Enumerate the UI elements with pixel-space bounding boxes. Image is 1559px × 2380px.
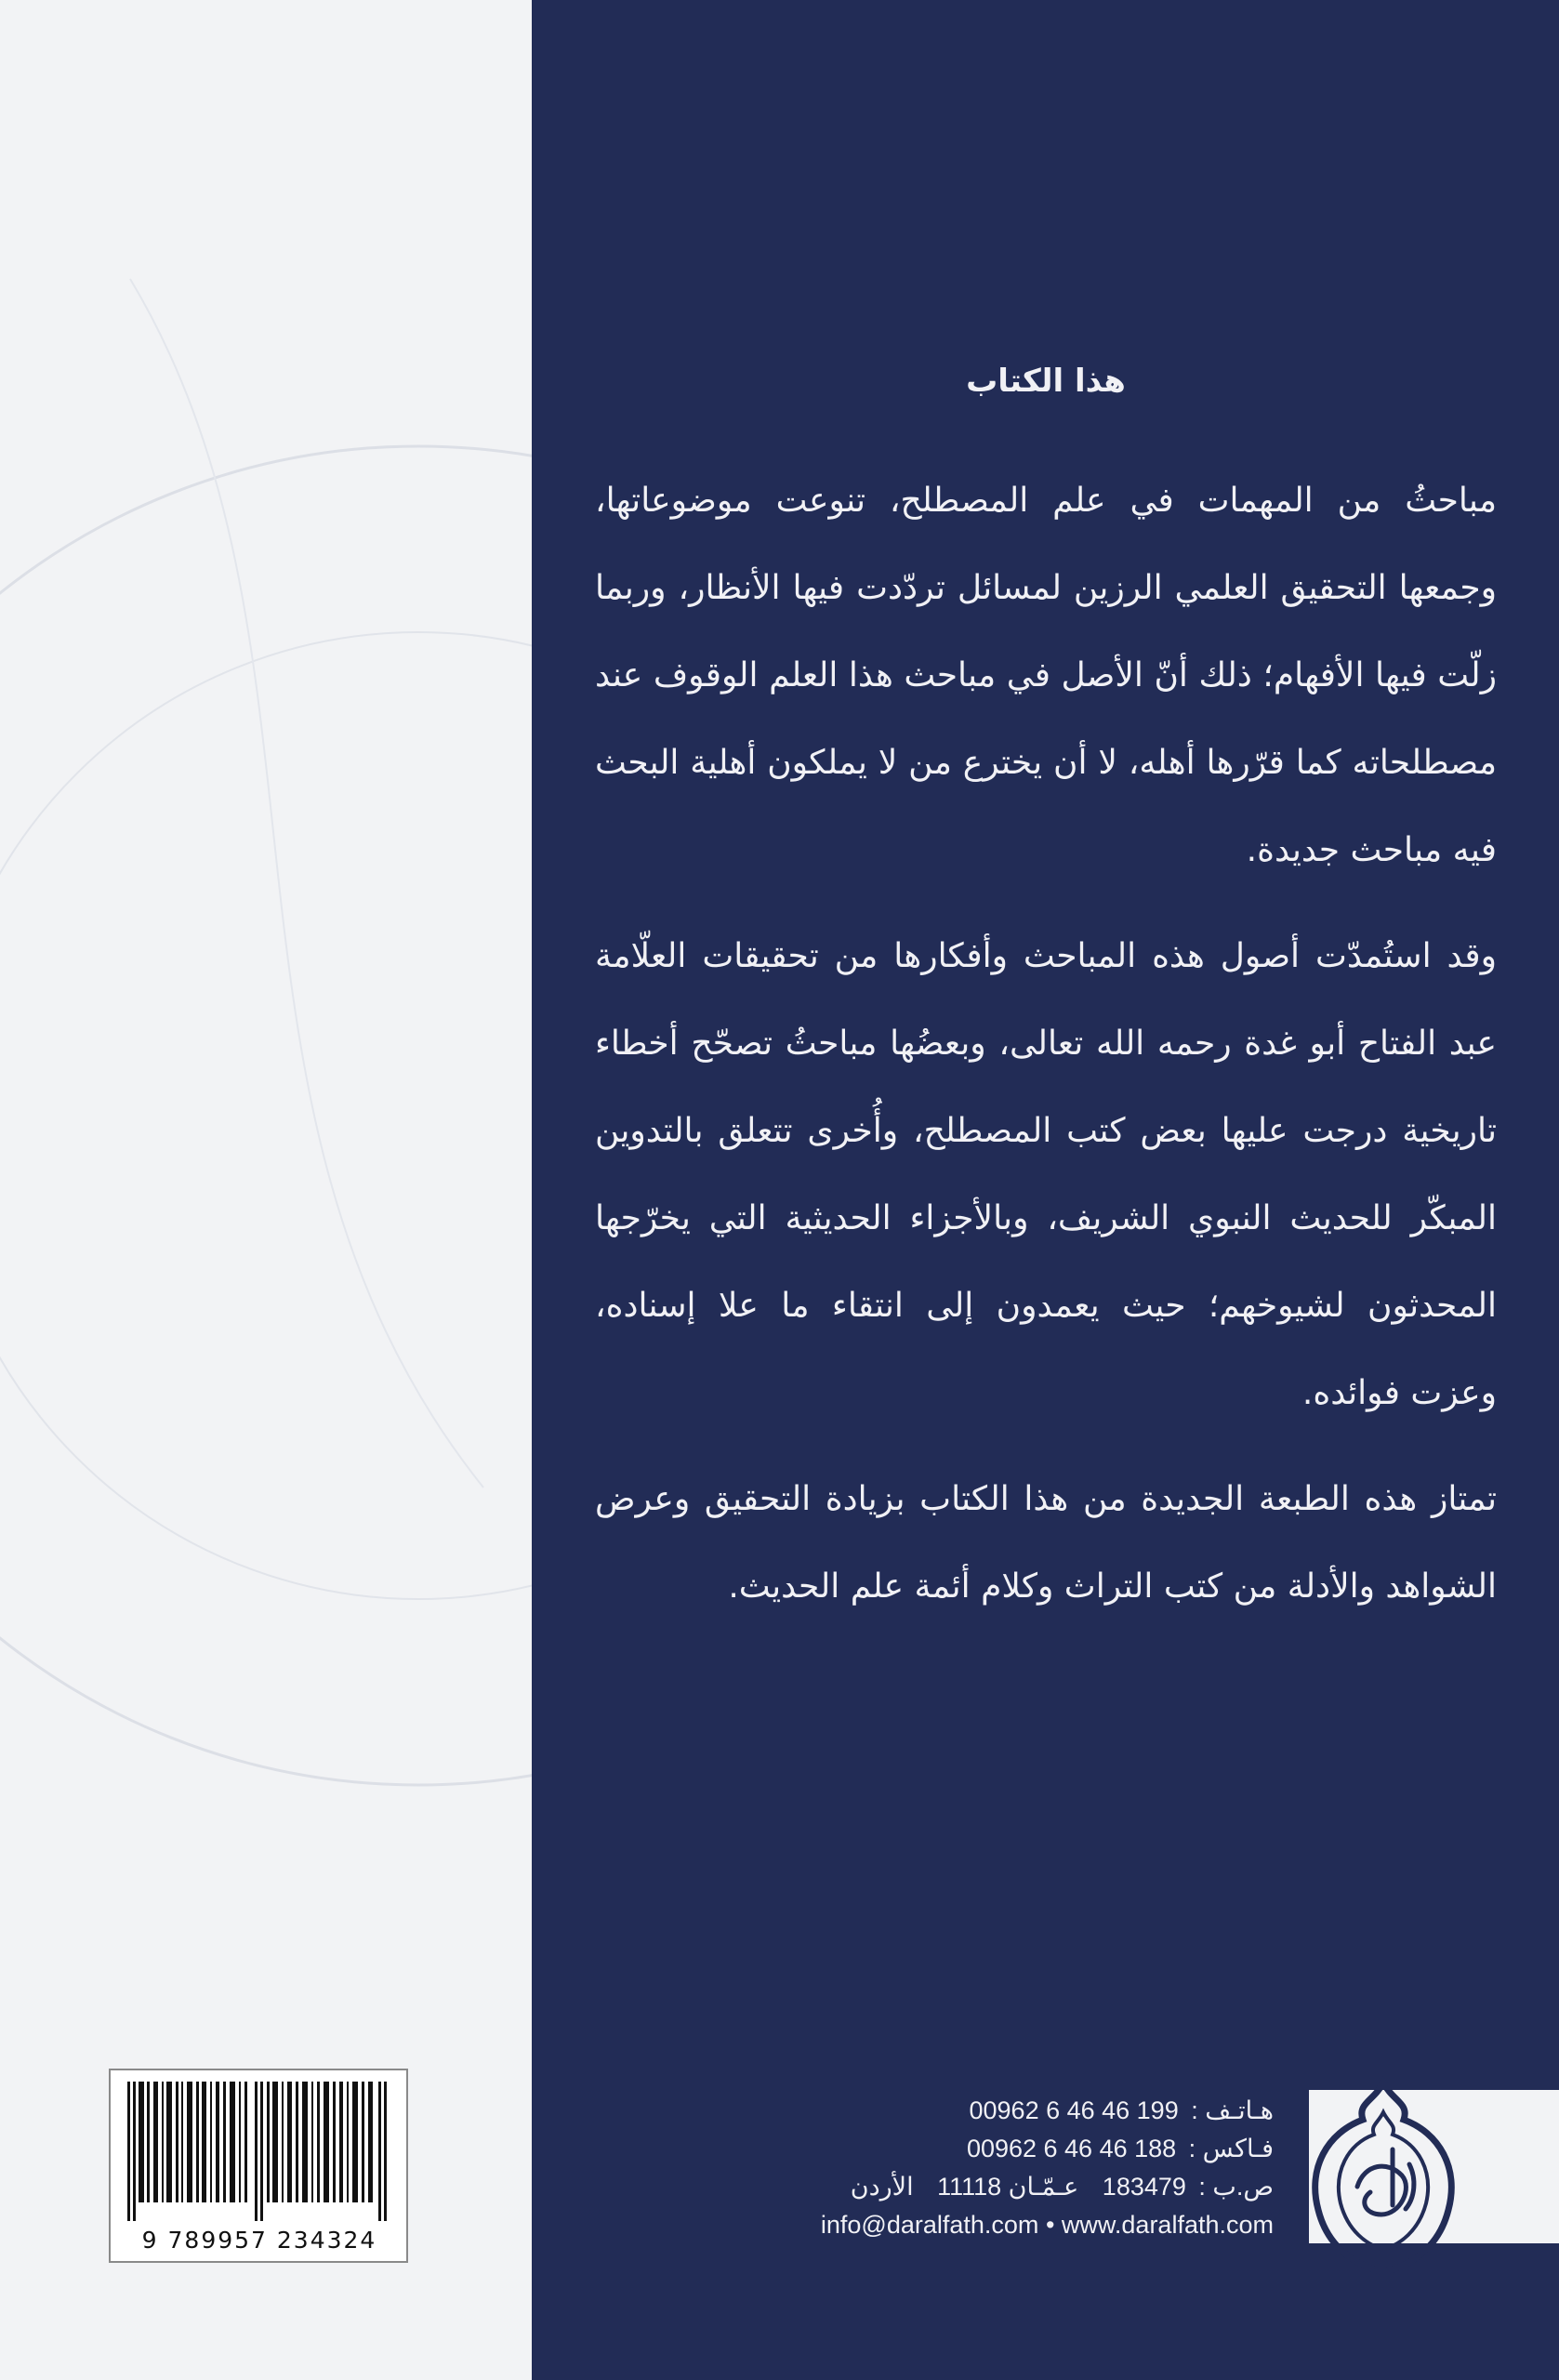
- blurb-paragraph-3: تمتاز هذه الطبعة الجديدة من هذا الكتاب بزيادة التحقيق وعرض الشواهد والأدلة من كتب التراث وكلام أئمة علم الحديث.: [595, 1480, 1497, 1606]
- blurb-section: [595, 363, 1497, 1649]
- email-link[interactable]: info@daralfath.com: [820, 2211, 1039, 2239]
- blurb-paragraph-1: مباحثُ من المهمات في علم المصطلح، تنوعت موضوعاتها، وجمعها التحقيق العلمي الرزين لمسائل تردّدت فيها الأنظار، وربما زلّت فيها الأفهام؛ ذلك أنّ الأصل في مباحث هذا العلم الوقوف عند مصطلحاته كما قرّرها أهله، لا أن يخترع من لا يملكون أهلية البحث فيه مباحث جديدة.: [595, 482, 1497, 869]
- web-line: [707, 2206, 1274, 2244]
- publisher-logo-icon: [1300, 2075, 1467, 2280]
- barcode-icon: [127, 2082, 393, 2221]
- pobox-label: ص.ب :: [1198, 2173, 1274, 2201]
- fax-label: فـاكس :: [1188, 2135, 1274, 2162]
- fax-line: [707, 2130, 1274, 2168]
- phone-line: [707, 2092, 1274, 2130]
- pobox-line: [707, 2168, 1274, 2206]
- isbn-number: 9 789957 234324: [141, 2227, 377, 2254]
- separator-dot: •: [1045, 2211, 1055, 2239]
- website-link[interactable]: www.daralfath.com: [1061, 2211, 1274, 2239]
- phone-number: 00962 6 46 46 199: [969, 2096, 1179, 2124]
- pobox-number: 183479: [1102, 2173, 1186, 2201]
- blurb-paragraph-2: وقد استُمدّت أصول هذه المباحث وأفكارها من تحقيقات العلّامة عبد الفتاح أبو غدة رحمه الله تعالى، وبعضُها مباحثُ تصحّح أخطاء تاريخية درجت عليها بعض كتب المصطلح، وأُخرى تتعلق بالتدوين المبكّر للحديث النبوي الشريف، وبالأجزاء الحديثية التي يخرّجها المحدثون لشيوخهم؛ حيث يعمدون إلى انتقاء ما علا إسناده، وعزت فوائده.: [595, 937, 1497, 1412]
- city: عـمّـان 11118: [937, 2173, 1079, 2201]
- barcode-box: [109, 2069, 408, 2263]
- publisher-contacts: [707, 2092, 1274, 2244]
- left-white-panel: [0, 0, 532, 2380]
- country: الأردن: [850, 2173, 914, 2201]
- fax-number: 00962 6 46 46 188: [966, 2135, 1177, 2162]
- blurb-heading: هذا الكتاب: [966, 363, 1126, 400]
- phone-label: هـاتـف :: [1191, 2096, 1274, 2124]
